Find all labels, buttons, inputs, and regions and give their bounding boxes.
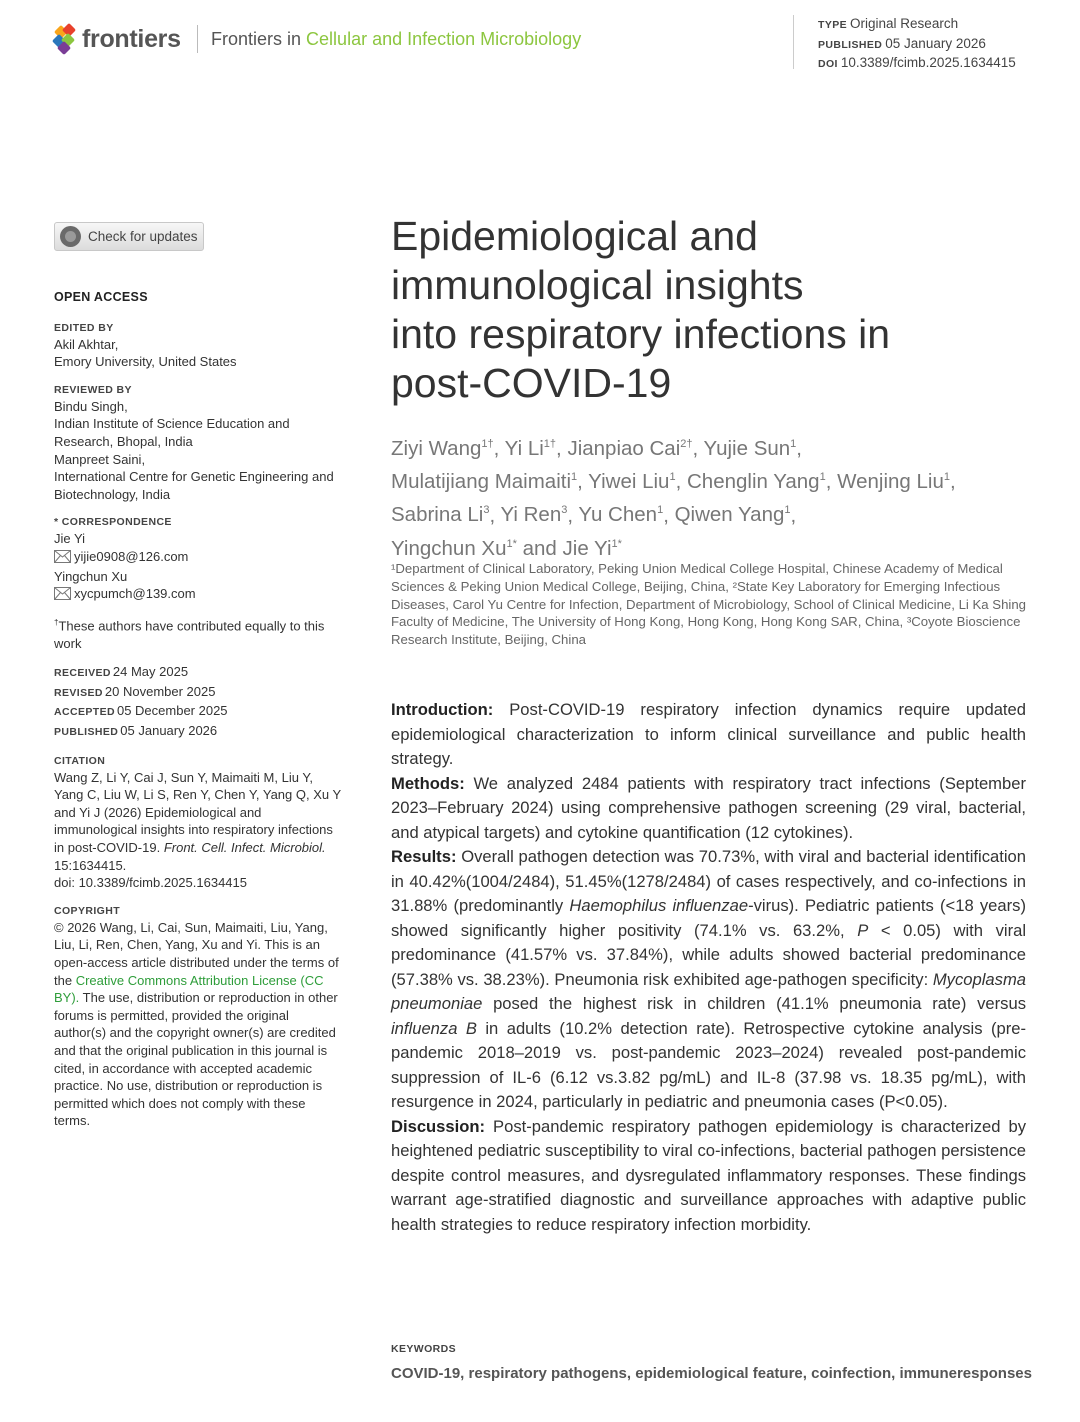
affiliations: ¹Department of Clinical Laboratory, Peking Union Medical College Hospital, Chinese Academy of Medical Sciences & Peking Union Medical College, Beijing, China, ²State Key Laboratory for Emerging Infectious Diseases, Carol Yu Centre for Infection, Department of Microbiology, School of Clinical Medicine, Li Ka Shing Faculty of Medicine, The University of Hong Kong, Hong Kong, Hong Kong SAR, China, ³Coyote Bioscience Research Institute, Beijing, China	[391, 561, 1027, 648]
journal-title: Cellular and Infection Microbiology	[306, 29, 582, 49]
abstract-methods: Methods: We analyzed 2484 patients with respiratory tract infections (September 2023–February 2024) using comprehensive pathogen screening (29 viral, bacterial, and atypical targets) and cytokine quantification (12 cytokines).	[391, 773, 1026, 842]
citation-text: Wang Z, Li Y, Cai J, Sun Y, Maimaiti M, Liu Y, Yang C, Liu W, Li S, Ren Y, Chen Y, Yang Q, Xu Y and Yi J (2026) Epidemiological and immunological insights into respiratory infections in post-COVID-19.	[54, 769, 341, 855]
author[interactable]: Yujie Sun$^1$	[703, 436, 797, 460]
equal-contribution-note: †These authors have contributed equally to this work	[54, 617, 325, 651]
author[interactable]: Sabrina Li$^3$	[391, 503, 490, 527]
citation-journal: Front. Cell. Infect. Microbiol.	[163, 839, 326, 855]
check-for-updates-button[interactable]	[54, 222, 204, 251]
doi[interactable]: DOI 10.3389/fcimb.2025.1634415	[818, 55, 1016, 70]
published-date: PUBLISHED 05 January 2026	[54, 723, 218, 739]
article-type: TYPE Original Research	[818, 16, 959, 31]
author[interactable]: Yingchun $Xu^{1*}$	[391, 536, 517, 560]
abstract	[391, 698, 1026, 1237]
author[interactable]: Wenjing Liu$^1$	[837, 470, 950, 494]
update-check-icon	[60, 226, 81, 247]
email-link[interactable]: xycpumch@139.com	[54, 585, 344, 603]
abstract-discussion: Discussion: Post-pandemic respiratory pathogen epidemiology is characterized by heightened pediatric susceptibility to viral co-infections, bacterial pathogen persistence despite control measures, and dysregulated inflammatory responses. These findings warrant age-stratified diagnostic and surveillance approaches with adaptive public health strategies to reduce respiratory infection morbidity.	[391, 1116, 1026, 1234]
article-title: Epidemiological and immunological insights into respiratory infections in post-COVID-19	[391, 213, 891, 406]
author-list: Ziyi Wang$^{1\dagger}$, Yi $Li^{1\dagger}$, Jianpiao Cai$^{2\dagger}$, Yujie Sun$^1$, Mulatijiang Maimaiti$^1$, Yiwei Liu$^1$, Chenglin Yang$^1$, Wenjing Liu$^1$, Sabrina Li$^3$, Yi Ren$^3$, Yu Chen$^1$, Qiwen Yang$^1$, Yingchun $Xu^{1*}$ and Jie $Yi^{1*}$	[391, 436, 956, 560]
open-access-label: OPEN ACCESS	[54, 290, 148, 304]
revised-date: REVISED 20 November 2025	[54, 683, 216, 699]
meta-divider	[793, 15, 794, 69]
check-for-updates-label: Check for updates	[88, 229, 198, 244]
keywords: COVID-19, respiratory pathogens, epidemiological feature, coinfection, immuneresponses	[391, 1365, 1032, 1382]
editor-affiliation: Emory University, United States	[54, 354, 237, 370]
reviewer-affiliation: Indian Institute of Science Education and Research, Bhopal, India	[54, 416, 290, 449]
abstract-introduction: Introduction: Post-COVID-19 respiratory infection dynamics require updated epidemiological characterization to inform clinical surveillance and public health strategy.	[391, 700, 1026, 768]
reviewer-name: Bindu Singh,	[54, 398, 128, 414]
frontiers-logo-icon	[54, 25, 78, 53]
correspondent-name: Yingchun Xu	[54, 568, 128, 584]
journal-prefix: Frontiers in	[211, 29, 302, 49]
copyright-block: COPYRIGHT © 2026 Wang, Li, Cai, Sun, Maimaiti, Liu, Yang, Liu, Li, Ren, Chen, Yang, Xu and Yi. This is an open-access article distributed under the terms of the Creative Commons Attribution License (CC BY). The use, distribution or reproduction in other forums is permitted, provided the original author(s) and the copyright owner(s) are credited and that the original publication in this journal is cited, in accordance with accepted academic practice. No use, distribution or reproduction is permitted which does not comply with these terms.	[54, 904, 339, 1129]
dates-block	[54, 663, 344, 741]
accepted-date: ACCEPTED 05 December 2025	[54, 703, 228, 719]
reviewer-affiliation: International Centre for Genetic Engineering and Biotechnology, India	[54, 469, 334, 502]
header-divider	[197, 25, 198, 53]
citation-block: CITATION Wang Z, Li Y, Cai J, Sun Y, Maimaiti M, Liu Y, Yang C, Liu W, Li S, Ren Y, Chen Y, Yang Q, Xu Y and Yi J (2026) Epidemiological and immunological insights into respiratory infections in post-COVID-19. Front. Cell. Infect. Microbiol. 15:1634415. doi: 10.3389/fcimb.2025.1634415	[54, 754, 341, 891]
author[interactable]: Jianpiao Cai$^{2\dagger}$	[567, 436, 693, 460]
correspondent-name: Jie Yi	[54, 531, 86, 547]
author[interactable]: Yiwei Liu$^1$	[588, 470, 676, 494]
correspondence-block: * CORRESPONDENCE Jie Yi yijie0908@126.com Yingchun Xu xycpumch@139.com	[54, 514, 344, 602]
editor-name: Akil Akhtar,	[54, 336, 119, 352]
citation-doi: doi: 10.3389/fcimb.2025.1634415	[54, 875, 247, 891]
journal-name[interactable]	[211, 29, 581, 50]
reviewer-name: Manpreet Saini,	[54, 451, 146, 467]
keywords-label: KEYWORDS	[391, 1343, 457, 1355]
received-date: RECEIVED 24 May 2025	[54, 664, 189, 680]
abstract-results: Results: Overall pathogen detection was 70.73%, with viral and bacterial identification in 40.42%(1004/2484), 51.45%(1278/2484) of cases respectively, and co-infections in 31.88% (predominantly Haemophilus influenzae-virus). Pediatric patients (<18 years) showed significantly higher positivity (74.1% vs. 63.2%, P < 0.05) with viral predominance (41.57% vs. 37.84%), while adults showed bacterial predominance (57.38% vs. 38.23%). Pneumonia risk exhibited age-pathogen specificity: Mycoplasma pneumoniae posed the highest risk in children (41.1% pneumonia rate) versus influenza B in adults (10.2% detection rate). Retrospective cytokine analysis (pre-pandemic 2018–2019 vs. post-pandemic 2023–2024) revealed post-pandemic suppression of IL-6 (6.12 vs.3.82 pg/mL) and IL-8 (37.98 vs. 18.35 pg/mL), with resurgence in 2024, particularly in pediatric and pneumonia cases (P<0.05).	[391, 847, 1027, 1111]
author[interactable]: Mulatijiang Maimaiti$^1$	[391, 470, 578, 494]
author[interactable]: Yi $Li^{1\dagger}$	[504, 436, 557, 460]
license-link[interactable]: Creative Commons Attribution License (CC BY).	[54, 972, 324, 1006]
author[interactable]: Yu Chen$^1$	[578, 503, 664, 527]
authors-and: and	[522, 536, 557, 560]
article-meta	[818, 15, 1016, 74]
envelope-icon	[54, 550, 71, 563]
citation-volume: 15:1634415.	[54, 857, 127, 873]
reviewed-by-block: REVIEWED BY Bindu Singh, Indian Institute of Science Education and Research, Bhopal, India Manpreet Saini, International Centre for Genetic Engineering and Biotechnology, India	[54, 382, 344, 504]
edited-by-block: EDITED BY Akil Akhtar, Emory University, United States	[54, 320, 344, 371]
author[interactable]: Yi Ren$^3$	[500, 503, 568, 527]
author[interactable]: Jie $Yi^{1*}$	[562, 536, 622, 560]
author[interactable]: Qiwen Yang$^1$	[674, 503, 791, 527]
author[interactable]: Chenglin Yang$^1$	[686, 470, 826, 494]
frontiers-logo[interactable]	[54, 24, 181, 54]
author[interactable]: Ziyi Wang$^{1\dagger}$	[391, 436, 494, 460]
published-date: PUBLISHED 05 January 2026	[818, 35, 986, 51]
sidebar	[54, 289, 344, 1141]
email-link[interactable]: yijie0908@126.com	[54, 548, 344, 566]
logo-wordmark: frontiers	[82, 24, 181, 53]
envelope-icon	[54, 587, 71, 600]
